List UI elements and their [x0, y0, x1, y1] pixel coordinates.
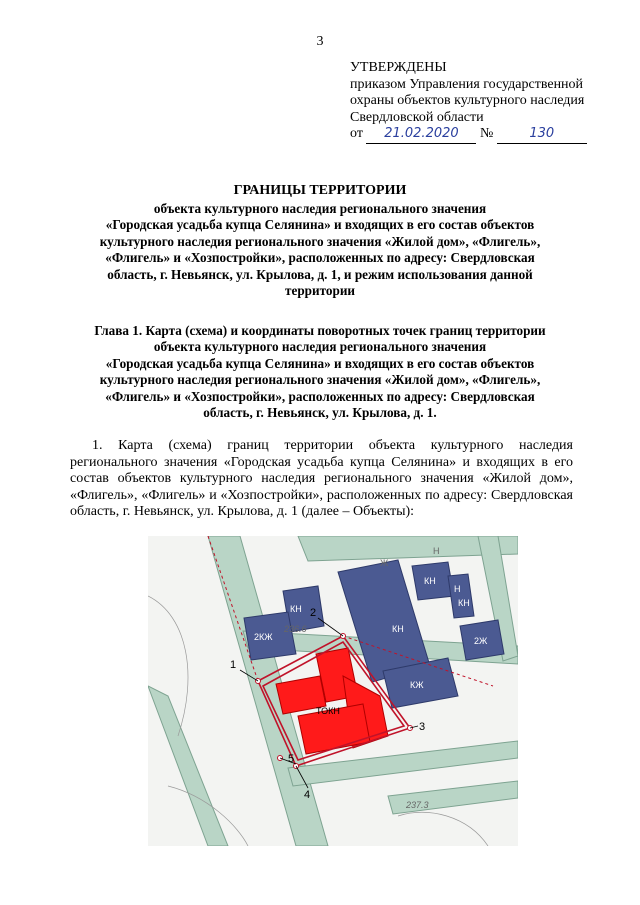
label-kn: КН [424, 576, 436, 586]
title-subtitle [70, 201, 570, 299]
label-kn: КН [392, 624, 404, 634]
chapter-line: область, г. Невьянск, ул. Крылова, д. 1. [203, 405, 437, 421]
approval-date-line [350, 126, 630, 144]
title-line: культурного наследия регионального значения «Жилой дом», «Флигель», [99, 233, 541, 249]
chapter-line: объекта культурного наследия регионального значения [153, 339, 487, 355]
approval-line-1: приказом Управления государственной [350, 76, 584, 92]
number-label: № [479, 126, 494, 141]
paragraph-1 [70, 438, 573, 521]
page-number: 3 [316, 34, 324, 49]
title-line: объекта культурного наследия регионального значения [153, 201, 487, 216]
point-number: 3 [419, 721, 426, 733]
from-label: от [350, 126, 363, 141]
approval-line-3: Свердловской области [350, 109, 484, 125]
label-elevation: 236.6 [284, 624, 307, 634]
map-svg [148, 536, 518, 846]
chapter-line: «Городская усадьба купца Селянина» и входящих в его состав объектов [105, 355, 535, 371]
approval-stamp [350, 60, 630, 144]
label-kzh: КЖ [410, 680, 424, 690]
point-number: 1 [230, 659, 237, 671]
approval-heading: УТВЕРЖДЕНЫ [350, 60, 447, 75]
point-number: 4 [304, 789, 311, 801]
label-zh: Ж [380, 558, 389, 568]
title-line: область, г. Невьянск, ул. Крылова, д. 1, и режим использования данной [107, 266, 533, 282]
label-kn: КН [458, 598, 470, 608]
label-h: Н [433, 546, 440, 556]
point-number: 2 [310, 607, 317, 619]
title-line: «Городская усадьба купца Селянина» и входящих в его состав объектов [105, 217, 535, 233]
title-line: территории [284, 283, 356, 299]
approval-number: 130 [497, 126, 587, 144]
label-2kzh: 2КЖ [254, 632, 273, 642]
approval-date: 21.02.2020 [366, 126, 476, 144]
label-tokn: ТОКН [316, 706, 340, 716]
title-line: «Флигель» и «Хозпостройки», расположенных по адресу: Свердловская [105, 250, 535, 266]
point-number: 5 [288, 753, 295, 765]
chapter-line: Глава 1. Карта (схема) и координаты поворотных точек границ территории [94, 323, 546, 338]
paragraph-text: 1. Карта (схема) границ территории объекта культурного наследия регионального значения «Городская усадьба купца Селянина» и входящих в его состав объектов культурного наследия регионального значения «Жилой дом», «Флигель», «Флигель» и «Хозпостройки», расположенных по адресу: Свердловская область, г. Невьянск, ул. Крылова, д. 1 (далее – Объекты): [70, 438, 573, 520]
document-title: ГРАНИЦЫ ТЕРРИТОРИИ [233, 183, 407, 198]
approval-line-2: охраны объектов культурного наследия [350, 93, 585, 108]
territory-map [148, 536, 518, 846]
chapter-heading [70, 323, 570, 421]
label-2zh: 2Ж [474, 636, 488, 646]
label-h: Н [454, 584, 461, 594]
label-elevation: 237.3 [406, 800, 429, 810]
chapter-line: «Флигель» и «Хозпостройки», расположенных по адресу: Свердловская [105, 388, 535, 404]
chapter-line: культурного наследия регионального значения «Жилой дом», «Флигель», [99, 372, 541, 388]
label-kn: КН [290, 604, 302, 614]
